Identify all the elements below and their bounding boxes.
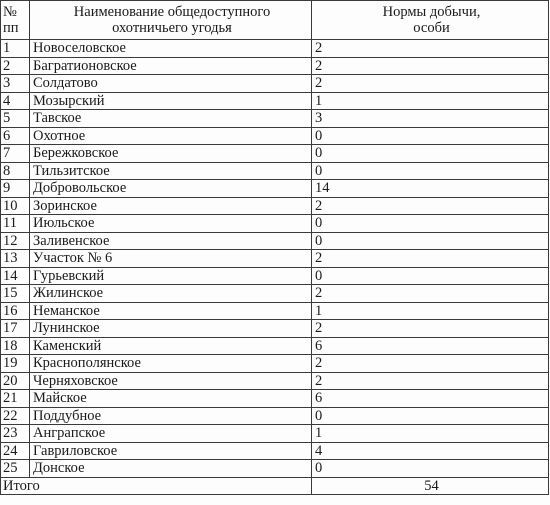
table-row (1, 162, 549, 180)
row-number: 6 (1, 127, 30, 145)
hunting-ground-name: Лунинское (30, 320, 312, 338)
table-row (1, 390, 549, 408)
row-number: 20 (1, 372, 30, 390)
harvest-norm: 0 (312, 232, 549, 250)
row-number: 9 (1, 180, 30, 198)
table-footer (1, 477, 549, 495)
total-value: 54 (312, 477, 549, 495)
table-row (1, 145, 549, 163)
hunting-ground-name: Неманское (30, 302, 312, 320)
harvest-norm: 1 (312, 302, 549, 320)
hunting-ground-name: Майское (30, 390, 312, 408)
header-norm-line2: особи (413, 20, 450, 36)
table-row (1, 355, 549, 373)
row-number: 16 (1, 302, 30, 320)
hunting-ground-name: Тавское (30, 110, 312, 128)
table-row (1, 75, 549, 93)
hunting-ground-name: Охотное (30, 127, 312, 145)
hunting-ground-name: Донское (30, 460, 312, 478)
harvest-norm: 14 (312, 180, 549, 198)
table-header (1, 1, 549, 40)
row-number: 23 (1, 425, 30, 443)
header-norm (312, 1, 549, 40)
header-number-line2: пп (3, 20, 19, 36)
row-number: 14 (1, 267, 30, 285)
row-number: 2 (1, 57, 30, 75)
harvest-norm: 0 (312, 460, 549, 478)
row-number: 3 (1, 75, 30, 93)
hunting-ground-name: Июльское (30, 215, 312, 233)
harvest-norm: 0 (312, 127, 549, 145)
harvest-norm: 6 (312, 390, 549, 408)
harvest-norm: 0 (312, 215, 549, 233)
table-row (1, 57, 549, 75)
harvest-norm: 2 (312, 372, 549, 390)
header-name (30, 1, 312, 40)
hunting-ground-name: Багратионовское (30, 57, 312, 75)
header-row (1, 1, 549, 40)
row-number: 15 (1, 285, 30, 303)
hunting-ground-name: Гавриловское (30, 442, 312, 460)
table-row (1, 127, 549, 145)
table-row (1, 40, 549, 58)
harvest-norm: 0 (312, 145, 549, 163)
hunting-ground-name: Участок № 6 (30, 250, 312, 268)
row-number: 25 (1, 460, 30, 478)
row-number: 18 (1, 337, 30, 355)
table-row (1, 407, 549, 425)
table-row (1, 460, 549, 478)
row-number: 11 (1, 215, 30, 233)
row-number: 1 (1, 40, 30, 58)
harvest-norm: 2 (312, 40, 549, 58)
hunting-ground-name: Каменский (30, 337, 312, 355)
hunting-ground-name: Новоселовское (30, 40, 312, 58)
hunting-ground-name: Гурьевский (30, 267, 312, 285)
harvest-norm: 2 (312, 250, 549, 268)
hunting-ground-name: Жилинское (30, 285, 312, 303)
hunting-ground-name: Краснополянское (30, 355, 312, 373)
table-row (1, 197, 549, 215)
harvest-norm: 1 (312, 425, 549, 443)
table-row (1, 250, 549, 268)
hunting-ground-name: Зоринское (30, 197, 312, 215)
harvest-norm: 2 (312, 285, 549, 303)
hunting-ground-name: Бережковское (30, 145, 312, 163)
harvest-norm: 6 (312, 337, 549, 355)
harvest-norm: 0 (312, 267, 549, 285)
header-number-line1: № (3, 4, 17, 20)
hunting-ground-name: Поддубное (30, 407, 312, 425)
total-row (1, 477, 549, 495)
table-row (1, 215, 549, 233)
harvest-norm: 2 (312, 57, 549, 75)
harvest-norm: 4 (312, 442, 549, 460)
harvest-norm: 0 (312, 162, 549, 180)
table-body (1, 40, 549, 478)
table-row (1, 337, 549, 355)
hunting-ground-name: Тильзитское (30, 162, 312, 180)
row-number: 22 (1, 407, 30, 425)
hunting-ground-name: Ангрaпское (30, 425, 312, 443)
header-name-line1: Наименование общедоступного (73, 4, 271, 20)
harvest-norm: 2 (312, 320, 549, 338)
header-name-line2: охотничьего угодья (112, 20, 232, 36)
table-row (1, 372, 549, 390)
row-number: 12 (1, 232, 30, 250)
header-norm-line1: Нормы добычи, (382, 4, 481, 20)
row-number: 24 (1, 442, 30, 460)
table-row (1, 267, 549, 285)
harvest-norm: 2 (312, 75, 549, 93)
harvest-norm: 0 (312, 407, 549, 425)
table-row (1, 302, 549, 320)
table-row (1, 92, 549, 110)
table-row (1, 180, 549, 198)
table-row (1, 232, 549, 250)
table-row (1, 425, 549, 443)
hunting-ground-name: Солдатово (30, 75, 312, 93)
harvest-norm: 2 (312, 197, 549, 215)
hunting-ground-name: Черняховское (30, 372, 312, 390)
row-number: 10 (1, 197, 30, 215)
row-number: 17 (1, 320, 30, 338)
header-number (1, 1, 30, 40)
hunting-ground-name: Заливенское (30, 232, 312, 250)
row-number: 4 (1, 92, 30, 110)
row-number: 21 (1, 390, 30, 408)
row-number: 7 (1, 145, 30, 163)
hunting-ground-name: Мозырский (30, 92, 312, 110)
harvest-norm: 1 (312, 92, 549, 110)
table-row (1, 110, 549, 128)
row-number: 8 (1, 162, 30, 180)
row-number: 13 (1, 250, 30, 268)
harvest-norm: 3 (312, 110, 549, 128)
table-row (1, 285, 549, 303)
total-label: Итого (1, 477, 312, 495)
row-number: 5 (1, 110, 30, 128)
table-row (1, 320, 549, 338)
table-row (1, 442, 549, 460)
row-number: 19 (1, 355, 30, 373)
hunting-ground-name: Добровольское (30, 180, 312, 198)
harvest-norm: 2 (312, 355, 549, 373)
